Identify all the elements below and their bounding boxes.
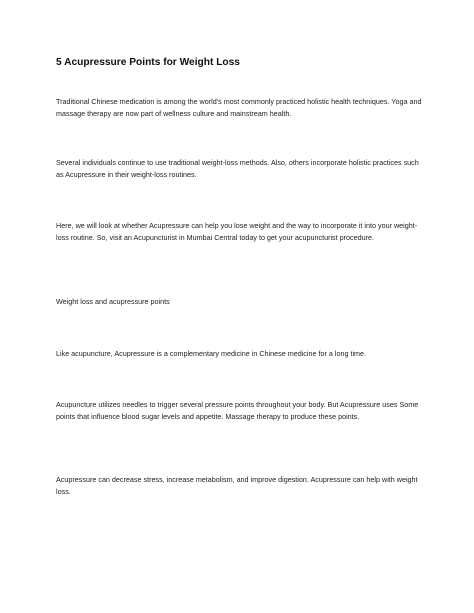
paragraph-overview: Here, we will look at whether Acupressure can help you lose weight and the way to incorporate it into your weight-loss routine. So, visit an Acupuncturist in Mumbai Central today to get your acupuncturist procedure. <box>56 221 418 242</box>
document-title: 5 Acupressure Points for Weight Loss <box>56 57 240 68</box>
section-subheading: Weight loss and acupressure points <box>56 297 170 306</box>
paragraph-intro: Traditional Chinese medication is among the world's most commonly practiced holistic health techniques. Yoga and massage therapy are now part of wellness culture and mainstream health. <box>56 97 422 118</box>
paragraph-acupuncture-comparison: Like acupuncture, Acupressure is a complementary medicine in Chinese medicine for a long time. <box>56 349 367 358</box>
paragraph-pressure-points: Acupuncture utilizes needles to trigger several pressure points throughout your body. But Acupressure uses Some points that influence blood sugar levels and appetite. Massage therapy to produce these points. <box>56 400 419 421</box>
paragraph-methods: Several individuals continue to use traditional weight-loss methods. Also, others incorporate holistic practices such as Acupressure in their weight-loss routines. <box>56 158 419 179</box>
paragraph-benefits: Acupressure can decrease stress, increase metabolism, and improve digestion. Acupressure can help with weight loss. <box>56 475 418 496</box>
